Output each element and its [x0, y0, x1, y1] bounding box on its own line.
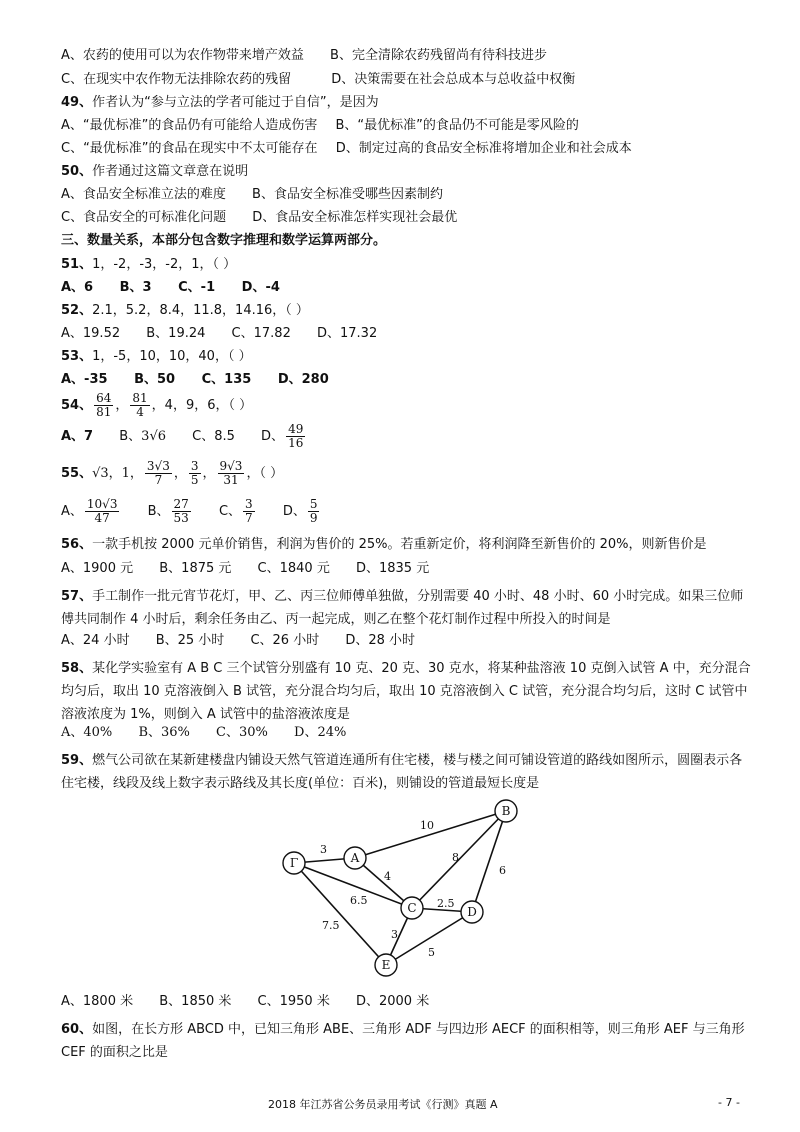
q55-option-c[interactable]: C、 $\frac{3}{7}$ — [218, 497, 253, 525]
q54-option-b[interactable]: B、3√6 — [119, 429, 166, 444]
weight-c-e: 3 — [391, 928, 398, 941]
q54-options — [61, 423, 307, 450]
section-title: 三、数量关系，本部分包含数字推理和数学运算两部分。 — [61, 233, 387, 248]
q48-option-c[interactable]: C、在现实中农作物无法排除农药的残留 — [61, 72, 292, 87]
q51-options — [61, 279, 280, 297]
q52-option-b[interactable]: B、19.24 — [146, 326, 206, 341]
q53-options — [61, 371, 329, 389]
edge-b-d — [472, 811, 506, 912]
node-label-d: D — [467, 905, 477, 919]
weight-b-d: 6 — [499, 864, 506, 877]
q55-option-a[interactable]: A、 $\frac{10√3}{47}$ — [61, 497, 118, 525]
q50-option-a[interactable]: A、食品安全标准立法的难度 — [61, 187, 226, 202]
q56-option-a[interactable]: A、1900 元 — [61, 561, 134, 576]
q54-option-c[interactable]: C、8.5 — [192, 429, 235, 444]
q57-options — [61, 632, 415, 650]
q58-option-b[interactable]: B、36% — [138, 725, 190, 740]
q59-stem: 59、燃气公司欲在某新建楼盘内铺设天然气管道连通所有住宅楼，楼与楼之间可铺设管道的路线如图所示，圆圈表示各住宅楼，线段及线上数字表示路线及其长度(单位：百米)，则铺设的管道最短长度是 — [61, 753, 743, 791]
weight-a-b: 10 — [420, 819, 434, 832]
q53-option-a[interactable]: A、-35 — [61, 372, 108, 387]
weight-b-c: 8 — [452, 851, 459, 864]
weight-c-d: 2.5 — [437, 897, 455, 910]
q53-option-d[interactable]: D、280 — [277, 372, 329, 387]
q52-options — [61, 325, 377, 343]
q51-option-b[interactable]: B、3 — [119, 280, 152, 295]
q53-option-c[interactable]: C、135 — [201, 372, 252, 387]
node-label-gamma: Γ — [289, 856, 299, 870]
q48-options-row1 — [61, 47, 547, 65]
q55-options — [61, 498, 321, 525]
diagram-nodes — [283, 800, 517, 976]
node-label-c: C — [407, 901, 417, 915]
weight-gamma-c: 6.5 — [350, 894, 368, 907]
q49-option-b[interactable]: B、“最优标准”的食品仍不可能是零风险的 — [335, 118, 579, 133]
q58-option-c[interactable]: C、30% — [216, 725, 268, 740]
q57-stem: 57、手工制作一批元宵节花灯，甲、乙、丙三位师傅单独做，分别需要 40 小时、48 小时、60 小时完成。如果三位师傅共同制作 4 小时后，剩余任务由乙、丙一起完成，则乙在整个花灯制作过程中所投入的时间是 — [61, 589, 744, 627]
q50-stem: 50、作者通过这篇文章意在说明 — [61, 164, 249, 179]
q52-stem: 52、2.1，5.2，8.4，11.8，14.16，（ ） — [61, 303, 309, 318]
q49-option-d[interactable]: D、制定过高的食品安全标准将增加企业和社会成本 — [335, 141, 632, 156]
q49-stem: 49、作者认为“参与立法的学者可能过于自信”，是因为 — [61, 95, 379, 110]
q58-stem: 58、某化学实验室有 A B C 三个试管分别盛有 10 克、20 克、30 克水，将某种盐溶液 10 克倒入试管 A 中，充分混合均匀后，取出 10 克溶液倒入 B 试管，充分混合均匀后，取出 10 克溶液倒入 C 试管，充分混合均匀后，这时 C 试管中溶液浓度为 1%，则倒入 A 试管中的盐溶液浓度是 — [61, 661, 751, 722]
edge-gamma-e — [294, 863, 386, 965]
q57-option-c[interactable]: C、26 小时 — [250, 633, 320, 648]
q54-term-1: $\frac{64}{81}$ — [96, 391, 112, 419]
weight-gamma-e: 7.5 — [322, 919, 340, 932]
q55-option-b[interactable]: B、 $\frac{27}{53}$ — [147, 497, 189, 525]
q56-options — [61, 560, 429, 578]
q59-option-c[interactable]: C、1950 米 — [257, 994, 330, 1009]
q55-term-3: $\frac{3√3}{7}$ — [146, 459, 170, 487]
node-label-a: A — [350, 851, 360, 865]
q52-option-a[interactable]: A、19.52 — [61, 326, 121, 341]
q54-option-a[interactable]: A、7 — [61, 429, 94, 444]
q58-option-a[interactable]: A、40% — [61, 725, 113, 740]
q57-option-a[interactable]: A、24 小时 — [61, 633, 130, 648]
q48-option-a[interactable]: A、农药的使用可以为农作物带来增产效益 — [61, 48, 304, 63]
q55-term-4: $\frac{3}{5}$ — [190, 459, 199, 487]
q56-option-d[interactable]: D、1835 元 — [355, 561, 430, 576]
q51-option-d[interactable]: D、-4 — [241, 280, 280, 295]
weight-d-e: 5 — [428, 946, 435, 959]
q57-option-b[interactable]: B、25 小时 — [155, 633, 225, 648]
q51-option-c[interactable]: C、-1 — [178, 280, 216, 295]
q59-option-a[interactable]: A、1800 米 — [61, 994, 134, 1009]
q50-option-c[interactable]: C、食品安全的可标准化问题 — [61, 210, 227, 225]
q52-option-d[interactable]: D、17.32 — [316, 326, 378, 341]
diagram-node-labels — [290, 804, 511, 972]
q55-stem: 55、√3，1， $\frac{3√3}{7}$ ， $\frac{3}{5}$ ， $\frac{9√3}{31}$ ，（ ） — [61, 459, 284, 487]
q50-option-d[interactable]: D、食品安全标准怎样实现社会最优 — [252, 210, 458, 225]
q50-options-row2 — [61, 209, 457, 227]
q56-option-c[interactable]: C、1840 元 — [257, 561, 330, 576]
q56-stem: 56、一款手机按 2000 元单价销售，利润为售价的 25%。若重新定价，将利润降至新售价的 20%，则新售价是 — [61, 537, 707, 552]
q54-option-d[interactable]: D、 $\frac{49}{16}$ — [261, 422, 304, 450]
q49-option-a[interactable]: A、“最优标准”的食品仍有可能给人造成伤害 — [61, 118, 318, 133]
q59-option-d[interactable]: D、2000 米 — [355, 994, 430, 1009]
q58-options — [61, 724, 346, 742]
q48-option-d[interactable]: D、决策需要在社会总成本与总收益中权衡 — [331, 72, 576, 87]
q58-option-d[interactable]: D、24% — [294, 725, 347, 740]
q52-option-c[interactable]: C、17.82 — [231, 326, 291, 341]
q48-options-row2 — [61, 71, 575, 89]
q54-stem: 54、 $\frac{64}{81}$ ， $\frac{81}{4}$ ，4，9，6，（ ） — [61, 391, 253, 419]
weight-gamma-a: 3 — [320, 843, 327, 856]
q49-options-row2 — [61, 140, 632, 158]
diagram-edges — [294, 811, 506, 965]
weight-a-c: 4 — [384, 870, 391, 883]
q49-options-row1 — [61, 117, 579, 135]
q59-network-diagram — [270, 795, 530, 985]
q56-option-b[interactable]: B、1875 元 — [159, 561, 232, 576]
q59-options — [61, 993, 429, 1011]
footer-page-number: - 7 - — [718, 1096, 740, 1109]
q48-option-b[interactable]: B、完全清除农药残留尚有待科技进步 — [330, 48, 547, 63]
q54-term-2: $\frac{81}{4}$ — [132, 391, 148, 419]
node-label-e: E — [381, 958, 391, 972]
q53-option-b[interactable]: B、50 — [134, 372, 176, 387]
q59-option-b[interactable]: B、1850 米 — [159, 994, 232, 1009]
q60-stem: 60、如图，在长方形 ABCD 中，已知三角形 ABE、三角形 ADF 与四边形 AECF 的面积相等，则三角形 AEF 与三角形 CEF 的面积之比是 — [61, 1022, 745, 1060]
footer-title: 2018 年江苏省公务员录用考试《行测》真题 A — [268, 1098, 498, 1111]
q51-stem: 51、1，-2，-3，-2，1，（ ） — [61, 257, 237, 272]
q50-options-row1 — [61, 186, 443, 204]
q50-option-b[interactable]: B、食品安全标准受哪些因素制约 — [252, 187, 443, 202]
q55-term-5: $\frac{9√3}{31}$ — [219, 459, 243, 487]
q57-option-d[interactable]: D、28 小时 — [345, 633, 416, 648]
q51-option-a[interactable]: A、6 — [61, 280, 94, 295]
q53-stem: 53、1，-5，10，10，40，（ ） — [61, 349, 252, 364]
q55-option-d[interactable]: D、 $\frac{5}{9}$ — [282, 497, 318, 525]
q49-option-c[interactable]: C、“最优标准”的食品在现实中不太可能存在 — [61, 141, 318, 156]
node-label-b: B — [501, 804, 511, 818]
